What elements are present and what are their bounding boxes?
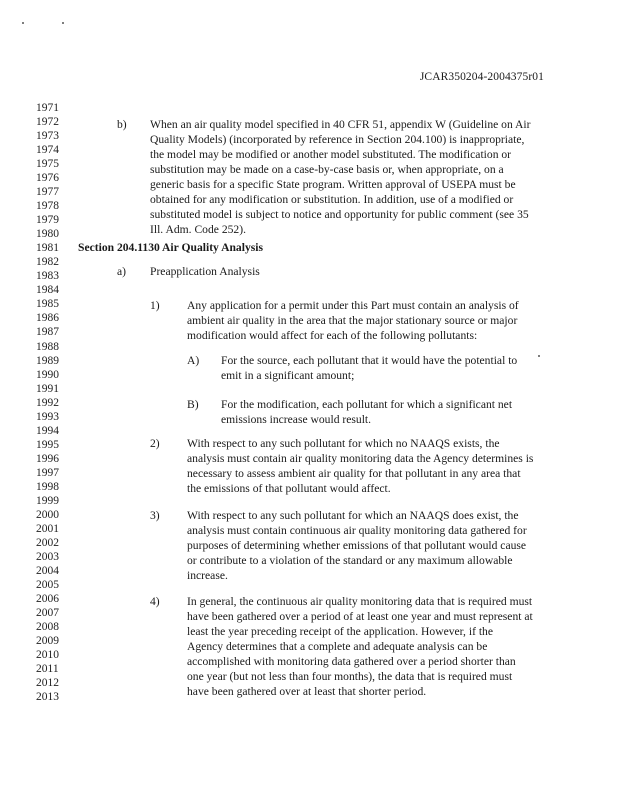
line-number: 2003: [36, 550, 59, 563]
line-number: 1988: [36, 340, 59, 353]
line-number: 1997: [36, 466, 59, 479]
line-number: 1991: [36, 382, 59, 395]
line-number: 2008: [36, 621, 59, 634]
line-number: 2005: [36, 579, 59, 592]
sub-b-label: B): [187, 398, 199, 411]
item-1-line: modification would affect for each of the following pollutants:: [187, 329, 478, 342]
sub-a-line: emit in a significant amount;: [221, 369, 355, 382]
item-3-line: With respect to any such pollutant for which an NAAQS does exist, the: [187, 509, 519, 522]
para-b-line: When an air quality model specified in 40 CFR 51, appendix W (Guideline on Air: [150, 118, 531, 131]
line-number: 1994: [36, 424, 59, 437]
line-number: 1998: [36, 480, 59, 493]
line-number: 2006: [36, 593, 59, 606]
line-number: 2001: [36, 522, 59, 535]
line-number: 1971: [36, 102, 59, 114]
item-4-line: one year (but not less than four months), the data that is required must: [187, 670, 513, 683]
item-1-line: ambient air quality in the area that the major stationary source or major: [187, 314, 518, 327]
item-4-line: least the year preceding receipt of the application. However, if the: [187, 625, 493, 638]
line-number: 2010: [36, 649, 59, 662]
item-2-line: With respect to any such pollutant for which no NAAQS exists, the: [187, 437, 500, 450]
item-2-line: analysis must contain air quality monitoring data the Agency determines is: [187, 452, 534, 465]
para-b-line: substituted model is subject to notice and opportunity for public comment (see 35: [150, 208, 529, 221]
item-3-line: or contribute to a violation of the standard or any maximum allowable: [187, 554, 513, 567]
document-id: JCAR350204-2004375r01: [419, 71, 544, 83]
line-number: 1993: [36, 410, 59, 423]
item-3-line: analysis must contain continuous air quality monitoring data gathered for: [187, 524, 527, 537]
line-number: 2011: [36, 663, 59, 676]
item-3-line: increase.: [187, 569, 228, 582]
line-number: 2012: [36, 677, 59, 690]
line-number: 1974: [36, 144, 59, 157]
line-number: 1972: [36, 116, 59, 129]
line-number: 1977: [36, 186, 59, 199]
line-number: 1999: [36, 494, 59, 507]
para-b-line: Ill. Adm. Code 252).: [150, 223, 246, 236]
line-number: 1983: [36, 270, 59, 283]
line-number: 2000: [36, 508, 59, 521]
item-4-line: accomplished with monitoring data gathered over a period shorter than: [187, 655, 516, 668]
item-3-line: purposes of determining whether emissions of that pollutant would cause: [187, 539, 527, 552]
line-number: 1973: [36, 130, 59, 143]
line-number: 1995: [36, 438, 59, 451]
item-3-label: 3): [150, 509, 160, 522]
sub-b-line: For the modification, each pollutant for which a significant net: [221, 398, 513, 411]
item-4-line: have been gathered over at least that shorter period.: [187, 685, 427, 698]
section-heading: Section 204.1130 Air Quality Analysis: [78, 241, 263, 254]
para-b-label: b): [117, 118, 127, 131]
para-b-line: generic basis for a specific State program. Written approval of USEPA must be: [150, 178, 516, 191]
scan-speck: [22, 22, 24, 24]
item-2-line: the emissions of that pollutant would affect.: [187, 482, 391, 495]
item-4-line: have been gathered over a period of at least one year and must represent at: [187, 610, 533, 623]
line-number: 1989: [36, 354, 59, 367]
line-number: 1992: [36, 396, 59, 409]
line-number: 1990: [36, 368, 59, 381]
line-number: 1984: [36, 284, 59, 297]
line-number: 1985: [36, 298, 59, 311]
line-number: 2004: [36, 564, 59, 577]
line-number: 2002: [36, 536, 59, 549]
item-1-line: Any application for a permit under this Part must contain an analysis of: [187, 299, 519, 312]
item-4-label: 4): [150, 595, 160, 608]
line-number: 2009: [36, 635, 59, 648]
line-number: 1976: [36, 172, 59, 185]
item-4-line: Agency determines that a complete and adequate analysis can be: [187, 640, 488, 653]
line-number: 1987: [36, 326, 59, 339]
sub-a-label: A): [187, 354, 200, 367]
item-2-line: necessary to assess ambient air quality for that pollutant in any area that: [187, 467, 521, 480]
para-b-line: substitution may be made on a case-by-case basis or, when appropriate, on a: [150, 163, 504, 176]
para-a-title: Preapplication Analysis: [150, 265, 260, 278]
item-2-label: 2): [150, 437, 160, 450]
line-number: 1996: [36, 452, 59, 465]
para-b-line: Quality Models) (incorporated by reference in Section 204.100) is inappropriate,: [150, 133, 525, 146]
item-1-label: 1): [150, 299, 160, 312]
scan-speck: [538, 355, 540, 357]
line-number: 1979: [36, 214, 59, 227]
para-b-line: obtained for any modification or substitution. In addition, use of a modified or: [150, 193, 514, 206]
item-4-line: In general, the continuous air quality monitoring data that is required must: [187, 595, 533, 608]
line-number: 2013: [36, 691, 59, 704]
scan-speck: [62, 22, 64, 24]
line-number: 1982: [36, 256, 59, 269]
line-number: 1986: [36, 312, 59, 325]
para-a-label: a): [117, 265, 127, 278]
line-number: 1981: [36, 242, 59, 255]
line-number: 1980: [36, 228, 59, 241]
line-number: 2007: [36, 607, 59, 620]
para-b-line: the model may be modified or another model substituted. The modification or: [150, 148, 512, 161]
line-number: 1975: [36, 158, 59, 171]
line-number: 1978: [36, 200, 59, 213]
sub-a-line: For the source, each pollutant that it would have the potential to: [221, 354, 518, 367]
sub-b-line: emissions increase would result.: [221, 413, 372, 426]
